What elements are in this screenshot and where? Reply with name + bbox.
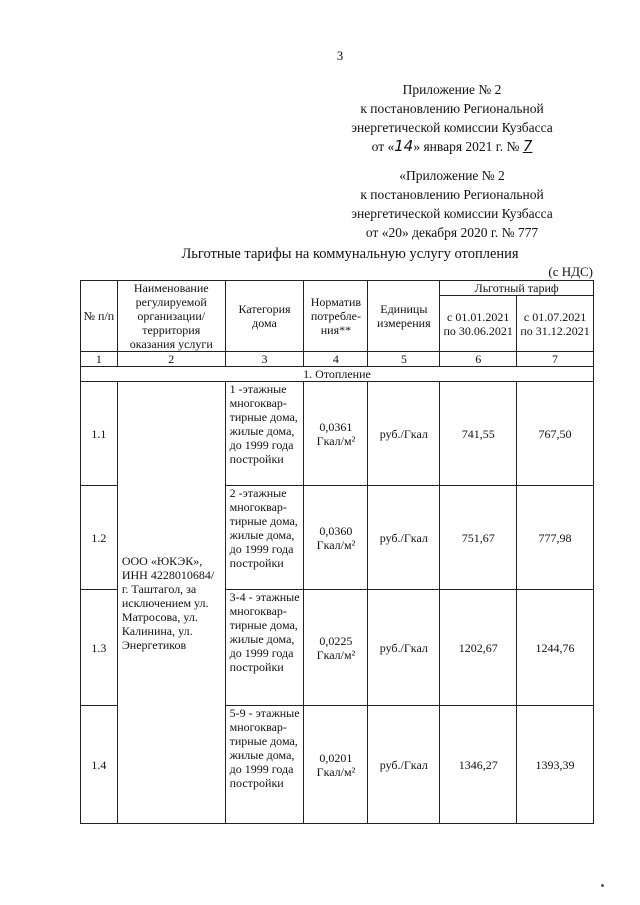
section-title: 1. Отопление [81, 367, 594, 382]
norm-cell: 0,0201 Гкал/м² [304, 706, 368, 824]
row-number: 1.1 [81, 382, 118, 486]
row-number: 1.2 [81, 486, 118, 590]
tariff-table [80, 280, 594, 824]
appendix-line: к постановлению Региональной [360, 101, 544, 116]
appendix-date-line: от «20» декабря 2020 г. № 777 [365, 225, 539, 240]
units-cell: руб./Гкал [368, 382, 440, 486]
units-cell: руб./Гкал [368, 706, 440, 824]
appendix-title: Приложение № 2 [402, 82, 502, 97]
organization-cell: ООО «ЮКЭК», ИНН 4228010684/ г. Таштагол, за исключением ул. Матросова, ул. Калинина, ул. Энергетиков [117, 382, 225, 824]
handwritten-number: 7 [522, 137, 533, 155]
header-organization: Наименование регулируемой организации/ территория оказания услуги [117, 281, 225, 352]
norm-cell: 0,0360 Гкал/м² [304, 486, 368, 590]
date-prefix: от « [371, 139, 395, 154]
appendix-title: «Приложение № 2 [399, 168, 505, 183]
units-cell: руб./Гкал [368, 590, 440, 706]
header-period-2: с 01.07.2021 по 31.12.2021 [517, 296, 594, 352]
table-row [81, 382, 594, 486]
appendix-line: к постановлению Региональной [360, 187, 544, 202]
tariff-period-2-cell: 777,98 [517, 486, 594, 590]
column-number: 1 [81, 352, 118, 367]
tariff-period-1-cell: 1202,67 [440, 590, 517, 706]
column-number: 6 [440, 352, 517, 367]
row-number: 1.3 [81, 590, 118, 706]
category-cell: 3-4 - этажные многоквар-тирные дома, жилые дома, до 1999 года постройки [225, 590, 304, 706]
column-number: 5 [368, 352, 440, 367]
tariff-period-1-cell: 741,55 [440, 382, 517, 486]
column-number: 3 [225, 352, 304, 367]
appendix-current-header [322, 80, 582, 156]
tariff-period-1-cell: 1346,27 [440, 706, 517, 824]
header-num: № п/п [81, 281, 118, 352]
appendix-line: энергетической комиссии Кузбасса [351, 120, 553, 135]
column-numbers-row [81, 352, 594, 367]
category-cell: 5-9 - этажные многоквар-тирные дома, жилые дома, до 1999 года постройки [225, 706, 304, 824]
header-tariff-group: Льготный тариф [440, 281, 594, 296]
header-period-1: с 01.01.2021 по 30.06.2021 [440, 296, 517, 352]
norm-cell: 0,0361 Гкал/м² [304, 382, 368, 486]
tariff-period-1-cell: 751,67 [440, 486, 517, 590]
category-cell: 2 -этажные многоквар-тирные дома, жилые дома, до 1999 года постройки [225, 486, 304, 590]
scan-mark [601, 884, 604, 887]
tariff-period-2-cell: 1244,76 [517, 590, 594, 706]
page-number: 3 [336, 48, 344, 63]
vat-note: (с НДС) [548, 264, 593, 279]
appendix-line: энергетической комиссии Кузбасса [351, 206, 553, 221]
column-number: 7 [517, 352, 594, 367]
header-category: Категория дома [225, 281, 304, 352]
document-title: Льготные тарифы на коммунальную услугу отопления [181, 246, 519, 262]
handwritten-day: 14 [394, 137, 414, 155]
category-cell: 1 -этажные многоквар-тирные дома, жилые дома, до 1999 года постройки [225, 382, 304, 486]
header-units: Единицы измерения [368, 281, 440, 352]
row-number: 1.4 [81, 706, 118, 824]
header-norm: Норматив потребле-ния** [304, 281, 368, 352]
norm-cell: 0,0225 Гкал/м² [304, 590, 368, 706]
column-number: 2 [117, 352, 225, 367]
appendix-date-line [322, 137, 582, 156]
tariff-period-2-cell: 767,50 [517, 382, 594, 486]
date-middle: » января 2021 г. № [413, 139, 523, 154]
section-row [81, 367, 594, 382]
column-number: 4 [304, 352, 368, 367]
appendix-previous-header [322, 166, 582, 242]
tariff-period-2-cell: 1393,39 [517, 706, 594, 824]
units-cell: руб./Гкал [368, 486, 440, 590]
